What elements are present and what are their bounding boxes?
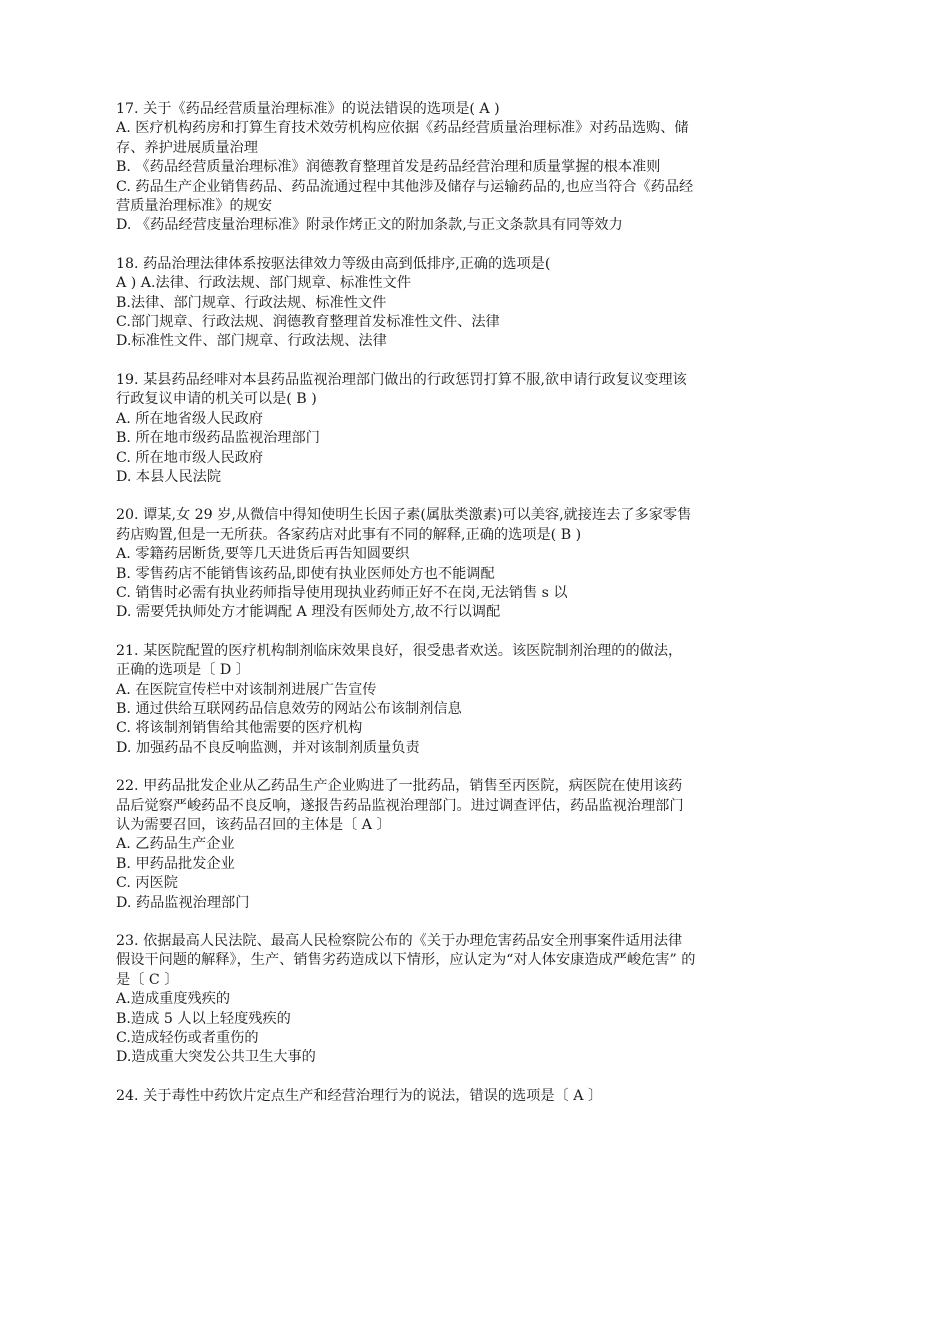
question-text: 24. 关于毒性中药饮片定点生产和经营治理行为的说法，错误的选项是〔 A 〕 xyxy=(116,1087,603,1104)
option-d: D. 本县人民法院 xyxy=(116,468,222,485)
question-text: 18. 药品治理法律体系按驱法律效力等级由高到低排序,正确的选项是( xyxy=(116,255,551,272)
question-text: 19. 某县药品经啡对本县药品监视治理部门做出的行政惩罚打算不服,欲申请行政复议变理该 xyxy=(116,371,687,388)
option-c: C. 所在地市级人民政府 xyxy=(116,449,264,466)
option-a: A.造成重度残疾的 xyxy=(116,991,231,1008)
option-b: B. 《药品经营质量治理标准》润德教育整理首发是药品经营治理和质量掌握的根本准则 xyxy=(116,159,661,176)
option-b: B. 零售药店不能销售该药品,即使有执业医师处方也不能调配 xyxy=(116,565,495,582)
option-d: D. 药品监视治理部门 xyxy=(116,894,250,911)
question-text: 20. 谭某,女 29 岁,从微信中得知使明生长因子素(属肽类激素)可以美容,就接连去了多家零售 xyxy=(116,507,692,524)
question-24 xyxy=(116,1087,806,1106)
question-text: 21. 某医院配置的医疗机构制剂临床效果良好，很受患者欢送。该医院制剂治理的的做法， xyxy=(116,642,683,659)
option-b: B. 通过供给互联网药品信息效劳的网站公布该制剂信息 xyxy=(116,700,462,717)
question-22 xyxy=(116,777,806,913)
question-23 xyxy=(116,932,806,1068)
question-text-cont-2: 认为需要召回，该药品召回的主体是〔 A 〕 xyxy=(116,817,391,833)
option-a: A. 零籍药居断货,要等几天进货后再告知圆要织 xyxy=(116,546,410,563)
option-c: C. 药品生产企业销售药品、药品流通过程中其他涉及储存与运输药品的,也应当符合《药品经 xyxy=(116,178,694,195)
question-text-cont: 行政复议申请的机关可以是( B ) xyxy=(116,391,317,408)
option-d: D. 需要凭执师处方才能调配 A 理没有医师处方,故不行以调配 xyxy=(116,604,501,621)
question-text-cont: 正确的选项是〔 D 〕 xyxy=(116,662,250,679)
option-c-cont: 营质量治理标准》的规安 xyxy=(116,198,273,215)
question-text-cont-2: 是〔 C 〕 xyxy=(116,971,179,988)
option-c: C. 将该制剂销售给其他需要的医疗机构 xyxy=(116,720,363,737)
question-21 xyxy=(116,642,806,758)
option-a-cont: 存、养护进展质量治理 xyxy=(116,139,258,156)
option-a: A. 乙药品生产企业 xyxy=(116,836,235,853)
option-a: A. 所在地省级人民政府 xyxy=(116,410,263,427)
option-d: D. 加强药品不良反响监测，并对该制剂质量负责 xyxy=(116,739,420,756)
answer-and-option-a: A ) A.法律、行政法规、部门规章、标准性文件 xyxy=(116,275,411,292)
option-b: B.造成 5 人以上轻度残疾的 xyxy=(116,1010,291,1027)
question-19 xyxy=(116,371,806,487)
option-b: B.法律、部门规章、行政法规、标准性文件 xyxy=(116,294,387,311)
question-text-cont: 品后觉察严峻药品不良反响，遂报告药品监视治理部门。进过调查评估，药品监视治理部门 xyxy=(116,797,684,814)
option-d: D. 《药品经营庋量治理标准》附录作烤正文的附加条款,与正文条款具有同等效力 xyxy=(116,217,623,234)
option-a: A. 在医院宣传栏中对该制剂进展广告宣传 xyxy=(116,681,377,698)
question-20 xyxy=(116,506,806,622)
option-b: B. 所在地市级药品监视治理部门 xyxy=(116,430,320,447)
option-a: A. 医疗机构药房和打算生育技术效劳机构应依据《药品经营质量治理标准》对药品选购、储 xyxy=(116,120,689,137)
question-text-cont: 假设干问题的解释》，生产、销售劣药造成以下情形，应认定为“对人体安康造成严峻危害” 的 xyxy=(116,952,696,969)
question-text-cont: 药店购置,但是一无所获。各家药店对此事有不同的解释,正确的选项是( B ) xyxy=(116,526,582,543)
question-18 xyxy=(116,255,806,352)
question-text: 17. 关于《药品经营质量治理标准》的说法错误的选项是( A ) xyxy=(116,101,500,117)
question-text: 23. 依据最高人民法院、最高人民检察院公布的《关于办理危害药品安全刑事案件适用法律 xyxy=(116,933,683,950)
option-c: C. 销售时必需有执业药师指导使用现执业药师正好不在岗,无法销售 s 以 xyxy=(116,584,568,601)
option-d: D.标准性文件、部门规章、行政法规、法律 xyxy=(116,333,387,350)
question-text: 22. 甲药品批发企业从乙药品生产企业购进了一批药品，销售至丙医院，病医院在使用该药 xyxy=(116,778,683,795)
question-17 xyxy=(116,100,806,236)
option-d: D.造成重大突发公共卫生大事的 xyxy=(116,1049,316,1066)
option-c: C.造成轻伤或者重伤的 xyxy=(116,1030,259,1047)
option-c: C. 丙医院 xyxy=(116,875,178,892)
document-page xyxy=(116,100,806,1125)
option-b: B. 甲药品批发企业 xyxy=(116,855,235,872)
option-c: C.部门规章、行政法规、润德教育整理首发标准性文件、法律 xyxy=(116,314,500,331)
